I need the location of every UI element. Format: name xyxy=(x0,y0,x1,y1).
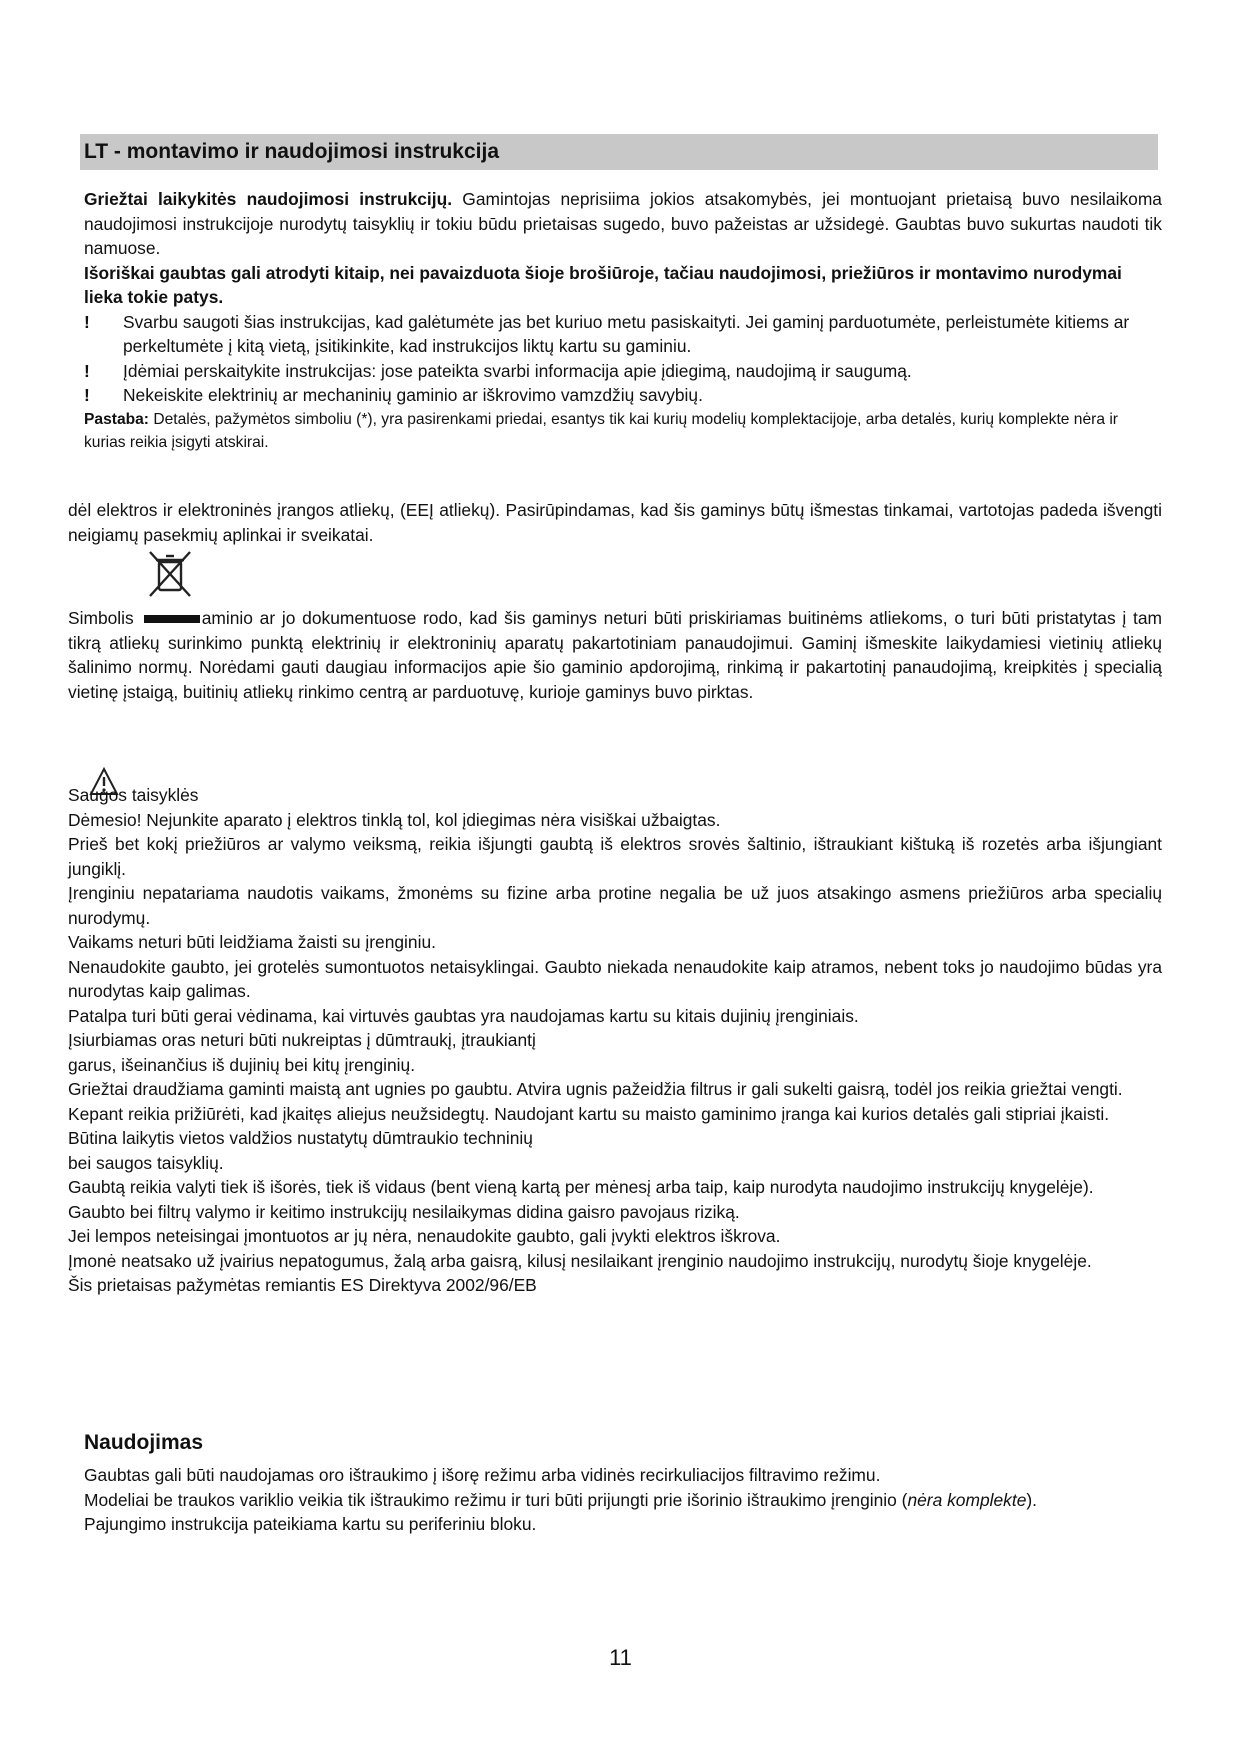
bullet-item xyxy=(84,310,1162,359)
weee-paragraph-1 xyxy=(68,498,1162,547)
note-label: Pastaba: xyxy=(84,410,150,428)
safety-line: Gaubtą reikia valyti tiek iš išorės, tiek iš vidaus (bent vieną kartą per mėnesį arba taip, kaip nurodyta naudojimo instrukcijų knygelėje). xyxy=(68,1177,1094,1197)
usage-block xyxy=(84,1463,1162,1537)
safety-line: Gaubto bei filtrų valymo ir keitimo instrukcijų nesilaikymas didina gaisro pavojaus riziką. xyxy=(68,1201,740,1222)
weee-text: dėl elektros ir elektroninės įrangos atliekų, (EEĮ atliekų). Pasirūpindamas, kad šis gaminys būtų išmestas tinkamai, vartotojas padeda išvengti neigiamų pasekmių aplinkai ir sveikatai. xyxy=(68,500,1162,545)
redaction-bar xyxy=(144,615,200,623)
safety-block xyxy=(68,783,1162,1298)
exclamation-mark: ! xyxy=(84,311,90,332)
weee-paragraph-2 xyxy=(68,606,1162,704)
safety-line: Įmonė neatsako už įvairius nepatogumus, žalą arba gaisrą, kilusį nesilaikant įrenginio naudojimo instrukcijų, nurodytų šioje knygelėje. xyxy=(68,1250,1092,1271)
bullet-text: Svarbu saugoti šias instrukcijas, kad galėtumėte jas bet kuriuo metu pasiskaityti. Jei gaminį parduotumėte, perleistumėte kitiems ar perkeltumėte į kitą vietą, įsitikinkite, kad instrukcijos liktų kartu su gaminiu. xyxy=(123,311,1130,356)
usage-line: Gaubtas gali būti naudojamas oro ištraukimo į išorę režimu arba vidinės recirkuliacijos filtravimo režimu. xyxy=(84,1465,881,1485)
weee-symbol-word: Simbolis xyxy=(68,608,134,628)
appearance-note: Išoriškai gaubtas gali atrodyti kitaip, nei pavaizduota šioje brošiūroje, tačiau naudojimosi, priežiūros ir montavimo nurodymai lieka tokie patys. xyxy=(84,262,1122,307)
directive-line: Šis prietaisas pažymėtas remiantis ES Direktyva 2002/96/EB xyxy=(68,1275,537,1295)
safety-line: Jei lempos neteisingai įmontuotos ar jų nėra, nenaudokite gaubto, gali įvykti elektros iškrova. xyxy=(68,1226,781,1246)
safety-line: Vaikams neturi būti leidžiama žaisti su įrenginiu. xyxy=(68,932,436,952)
usage-text-end: ). xyxy=(1026,1489,1037,1510)
note-paragraph xyxy=(84,408,1162,454)
bullet-item xyxy=(84,383,1162,408)
exclamation-mark: ! xyxy=(84,385,90,405)
usage-text: Modeliai be traukos variklio veikia tik ištraukimo režimu ir turi būti prijungti prie išorinio ištraukimo įrenginio ( xyxy=(84,1489,908,1510)
weee-text-rest: aminio ar jo dokumentuose rodo, kad šis gaminys neturi būti priskiriamas buitinėms atliekoms, o turi būti pristatytas į tam tikrą atliekų surinkimo punktą elektrinių ir elektroninių aparatų pakartotiniam panaudojimui. Gaminį išmeskite laikydamiesi vietinių atliekų šalinimo normų. Norėdami gauti daugiau informacijos apie šio gaminio apdorojimą, rinkimą ir pakartotinį panaudojimą, kreipkitės į specialią vietinę įstaigą, buitinių atliekų rinkimo centrą ar parduotuvę, kurioje gaminys buvo pirktas. xyxy=(68,608,1162,702)
safety-line: bei saugos taisyklių. xyxy=(68,1152,224,1173)
intro-text: Gamintojas neprisiima jokios atsakomybės, jei montuojant prietaisą buvo nesilaikoma naudojimosi instrukcijoje nurodytų taisyklių ir tokiu būdu prietaisas sugedo, buvo pažeistas ar užsidegė. Gaubtas buvo sukurtas naudoti tik namuose. xyxy=(84,189,1162,258)
crossed-bin-icon xyxy=(144,548,196,600)
intro-bold-lead: Griežtai laikykitės naudojimosi instrukcijų. xyxy=(84,189,453,209)
safety-line: Dėmesio! Nejunkite aparato į elektros tinklą tol, kol įdiegimas nėra visiškai užbaigtas. xyxy=(68,809,721,830)
safety-line: Nenaudokite gaubto, jei grotelės sumontuotos netaisyklingai. Gaubto niekada nenaudokite kaip atramos, nebent toks jo naudojimo būdas yra nurodytas kaip galimas. xyxy=(68,956,1162,1001)
section-header-bar xyxy=(80,134,1158,170)
usage-line xyxy=(84,1488,1162,1513)
exclamation-mark: ! xyxy=(84,360,90,381)
safety-line: Būtina laikytis vietos valdžios nustatytų dūmtraukio techninių xyxy=(68,1128,533,1148)
safety-line: Įrenginiu nepatariama naudotis vaikams, žmonėms su fizine arba protine negalia be už juos atsakingo asmens priežiūros arba specialių nurodymų. xyxy=(68,883,1162,928)
note-text: Detalės, pažymėtos simboliu (*), yra pasirenkami priedai, esantys tik kai kurių modelių komplektacijoje, arba detalės, kurių komplekte nėra ir kurias reikia įsigyti atskirai. xyxy=(84,410,1118,451)
usage-italic: nėra komplekte xyxy=(907,1489,1027,1510)
safety-line: Griežtai draudžiama gaminti maistą ant ugnies po gaubtu. Atvira ugnis pažeidžia filtrus ir gali sukelti gaisrą, todėl jos reikia griežtai vengti. xyxy=(68,1079,1123,1099)
intro-block xyxy=(84,187,1162,454)
bullet-text: Nekeiskite elektrinių ar mechaninių gaminio ar iškrovimo vamzdžių savybių. xyxy=(123,385,703,405)
bullet-text: Įdėmiai perskaitykite instrukcijas: jose pateikta svarbi informacija apie įdiegimą, naudojimą ir saugumą. xyxy=(123,360,912,381)
page-title: LT - montavimo ir naudojimosi instrukcija xyxy=(84,140,499,163)
usage-line: Pajungimo instrukcija pateikiama kartu su periferiniu bloku. xyxy=(84,1514,537,1534)
safety-line: Įsiurbiamas oras neturi būti nukreiptas į dūmtraukį, įtraukiantį xyxy=(68,1030,536,1050)
safety-line: Patalpa turi būti gerai vėdinama, kai virtuvės gaubtas yra naudojamas kartu su kitais dujinių įrenginiais. xyxy=(68,1005,859,1026)
usage-title: Naudojimas xyxy=(84,1431,204,1454)
weee-text xyxy=(68,606,1162,704)
safety-title: Saugos taisyklės xyxy=(68,785,199,805)
safety-line: Kepant reikia prižiūrėti, kad įkaitęs aliejus neužsidegtų. Naudojant kartu su maisto gaminimo įranga kai kurios detalės gali stipriai įkaisti. xyxy=(68,1103,1110,1124)
intro-paragraph xyxy=(84,187,1162,261)
safety-line: Prieš bet kokį priežiūros ar valymo veiksmą, reikia išjungti gaubtą iš elektros srovės šaltinio, ištraukiant kištuką iš rozetės arba išjungiant jungiklį. xyxy=(68,834,1162,879)
safety-line: garus, išeinančius iš dujinių bei kitų įrenginių. xyxy=(68,1054,416,1075)
page-number: 11 xyxy=(609,1645,632,1670)
bullet-item xyxy=(84,359,1162,384)
